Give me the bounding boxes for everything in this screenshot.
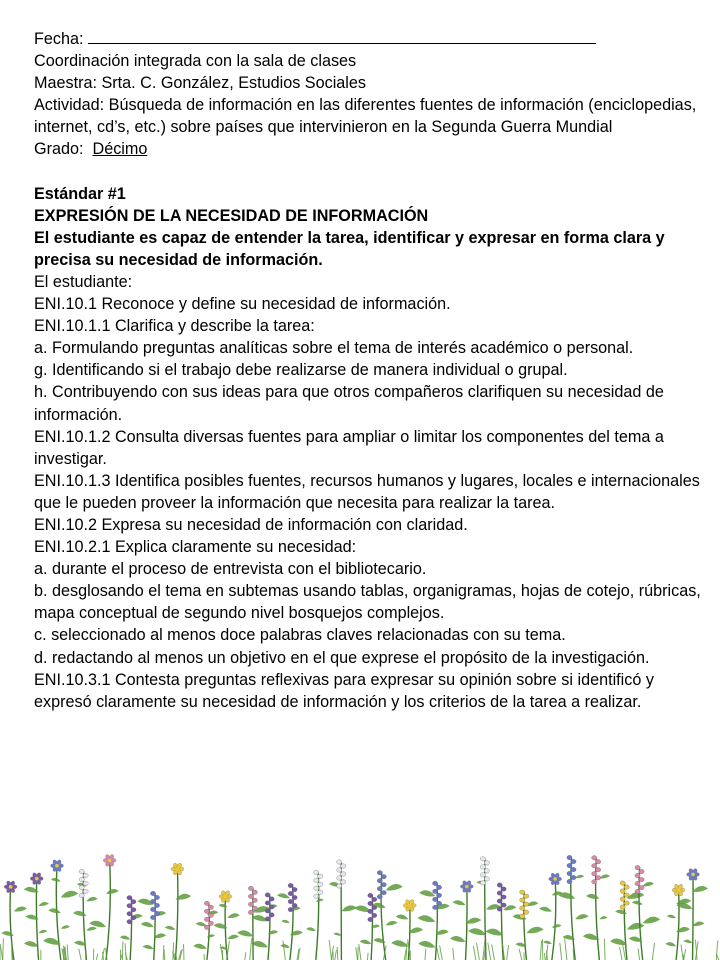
body-line: c. seleccionado al menos doce palabras claves relacionadas con su tema. xyxy=(34,626,566,645)
body-line: ENI.10.1.2 Consulta diversas fuentes para ampliar o limitar los componentes del tema a investigar. xyxy=(34,427,664,468)
standard-title: EXPRESIÓN DE LA NECESIDAD DE INFORMACIÓN xyxy=(34,206,429,225)
flower-illustration xyxy=(0,846,720,960)
body-line: ENI.10.1.3 Identifica posibles fuentes, recursos humanos y lugares, locales e internacionales que le pueden proveer la información que necesita para realizar la tarea. xyxy=(34,471,700,512)
body-line: a. durante el proceso de entrevista con el bibliotecario. xyxy=(34,560,427,579)
body-line: ENI.10.1 Reconoce y define su necesidad de información. xyxy=(34,295,451,314)
date-line xyxy=(34,28,716,50)
coordination-line: Coordinación integrada con la sala de clases xyxy=(34,52,357,71)
date-blank xyxy=(88,29,596,44)
wildflowers-border-icon xyxy=(0,846,720,960)
standard-statement: El estudiante es capaz de entender la tarea, identificar y expresar en forma clara y precisa su necesidad de información. xyxy=(34,228,665,269)
activity-line: Actividad: Búsqueda de información en las diferentes fuentes de información (enciclopedias, internet, cd’s, etc.) sobre países que intervinieron en la Segunda Guerra Mundial xyxy=(34,96,697,137)
grade-label: Grado: xyxy=(34,140,84,159)
body-line: ENI.10.1.1 Clarifica y describe la tarea: xyxy=(34,317,315,336)
document-page xyxy=(34,28,716,713)
grade-line xyxy=(34,138,716,160)
body-line: b. desglosando el tema en subtemas usando tablas, organigramas, hojas de cotejo, rúbricas, mapa conceptual de segundo nivel bosquejos complejos. xyxy=(34,582,701,623)
date-label: Fecha: xyxy=(34,30,84,48)
body-line: El estudiante: xyxy=(34,272,133,291)
teacher-line: Maestra: Srta. C. González, Estudios Sociales xyxy=(34,74,366,93)
body-line: h. Contribuyendo con sus ideas para que otros compañeros clarifiquen su necesidad de información. xyxy=(34,383,664,424)
body-line: d. redactando al menos un objetivo en el que exprese el propósito de la investigación. xyxy=(34,648,650,667)
body-line: g. Identificando si el trabajo debe realizarse de manera individual o grupal. xyxy=(34,361,568,380)
grade-value: Décimo xyxy=(92,140,148,159)
spacer xyxy=(34,161,716,183)
body-line: ENI.10.2.1 Explica claramente su necesidad: xyxy=(34,538,357,557)
standard-number: Estándar #1 xyxy=(34,184,126,203)
body-line: ENI.10.3.1 Contesta preguntas reflexivas para expresar su opinión sobre si identificó y expresó claramente su necesidad de información y los criterios de la tarea a realizar. xyxy=(34,670,654,711)
body-line: ENI.10.2 Expresa su necesidad de información con claridad. xyxy=(34,515,468,534)
body-line: a. Formulando preguntas analíticas sobre el tema de interés académico o personal. xyxy=(34,339,634,358)
